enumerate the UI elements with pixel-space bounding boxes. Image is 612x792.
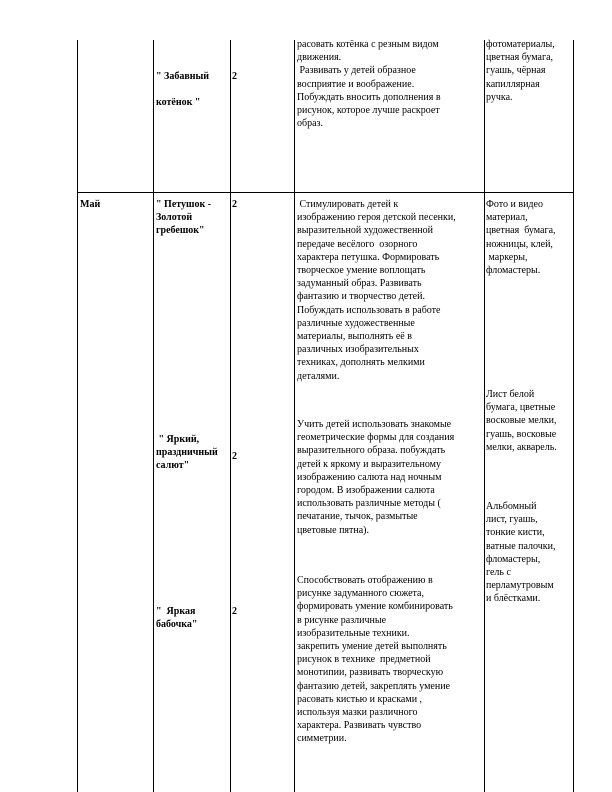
table-cell-hours: 2 (232, 606, 237, 617)
row-divider (77, 192, 574, 193)
table-cell-materials: Фото и видео материал, цветная бумага, ножницы, клей, маркеры, фломастеры. (486, 199, 556, 277)
table-border-right (573, 40, 574, 792)
table-cell-goal: Учить детей использовать знакомые геометрические формы для создания выразительного образа. побуждать детей к яркому и выразительному изображению салюта над ночным городом. В изображении салюта использовать различные методы ( печатание, тычок, размытые цветовые пятна). (297, 419, 455, 536)
column-divider-hours (230, 40, 231, 792)
table-cell-hours: 2 (232, 451, 237, 462)
table-border-left (77, 40, 78, 792)
table-cell-goal: расовать котёнка с резным видом движения. Развивать у детей образное восприятие и воображение. Побуждать вносить дополнения в рисунок, которое лучше раскроет образ. (297, 39, 441, 130)
column-divider-topic (153, 40, 154, 792)
table-cell-goal: Стимулировать детей к изображению героя детской песенки, выразительной художественной передаче весёлого озорного характера петушка. Формировать творческое умение воплощать задуманный образ. Развивать фантазию и творчество детей. Побуждать использовать в работе различные художественные материалы, выполнять её в различных изобразительных техниках, дополнять мелкими деталями. (297, 199, 456, 382)
table-cell-topic: " Забавный котёнок " (156, 71, 210, 109)
table-cell-topic: " Яркая бабочка" (156, 606, 198, 631)
table-cell-hours: 2 (232, 199, 237, 210)
table-cell-month: Май (80, 199, 101, 210)
table-cell-materials: Лист белой бумага, цветные восковые мелки, гуашь, восковые мелки, акварель. (486, 389, 557, 453)
column-divider-goal (294, 40, 295, 792)
table-cell-goal: Способствовать отображению в рисунке задуманного сюжета, формировать умение комбинировать в рисунке различные изобразительные техники. закрепить умение детей выполнять рисунок в технике предметной монотипии, развивать творческую фантазию детей, закреплять умение расовать кистью и красками , используя мазки различного характера. Развивать чувство симметрии. (297, 575, 453, 745)
table-cell-materials: Альбомный лист, гуашь, тонкие кисти, ватные палочки, фломастеры, гель с перламутровым и блёстками. (486, 501, 556, 605)
column-divider-materials (484, 40, 485, 792)
table-cell-hours: 2 (232, 71, 237, 82)
table-cell-topic: " Петушок - Золотой гребешок" (156, 199, 212, 237)
table-cell-materials: фотоматериалы, цветная бумага, гуашь, чёрная капиллярная ручка. (486, 39, 555, 103)
table-cell-topic: " Яркий, праздничный салют" (156, 434, 218, 472)
